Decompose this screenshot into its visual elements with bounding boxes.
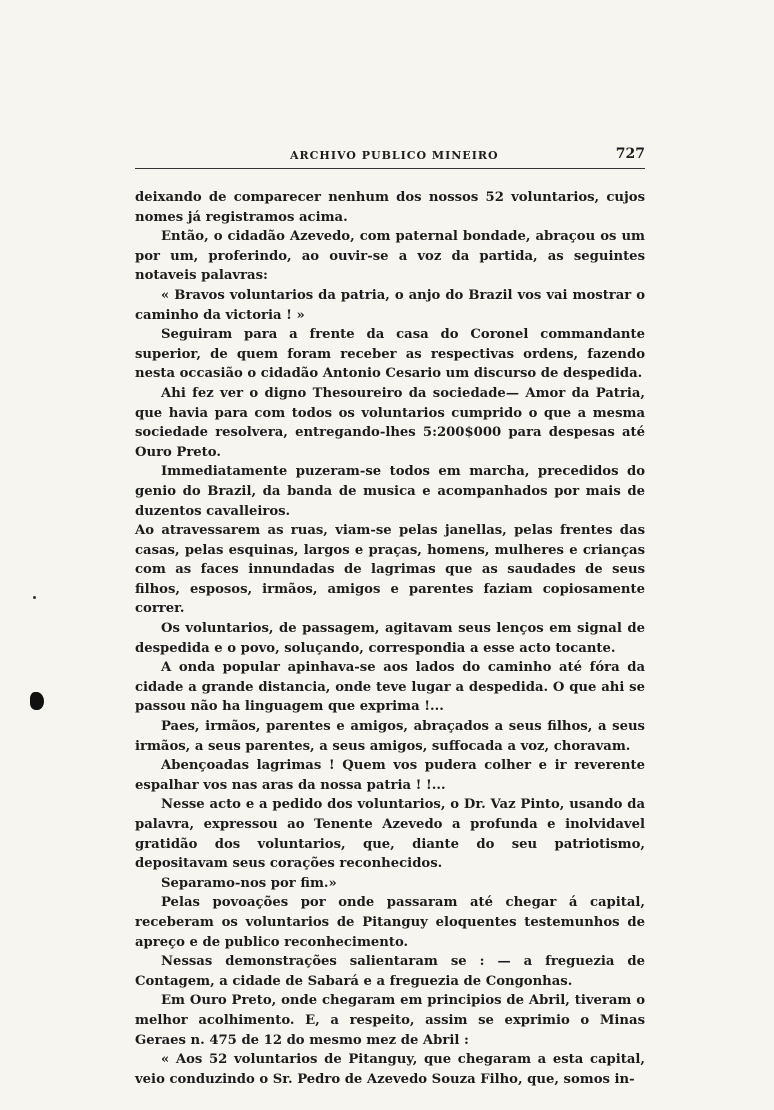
- paragraph: Em Ouro Preto, onde chegaram em principios de Abril, tiveram o melhor acolhimento. E, a respeito, assim se exprimio o Minas Geraes n. 475 de 12 do mesmo mez de Abril :: [135, 993, 645, 1048]
- running-head: ARCHIVO PUBLICO MINEIRO: [290, 149, 499, 162]
- paragraph: Pelas povoações por onde passaram até chegar á capital, receberam os voluntarios de Pitanguy eloquentes testemunhos de apreço e de publico reconhecimento.: [135, 895, 645, 950]
- paragraph: deixando de comparecer nenhum dos nossos 52 voluntarios, cujos nomes já registramos acima.: [135, 190, 645, 225]
- paragraph: Seguiram para a frente da casa do Coronel commandante superior, de quem foram receber as respectivas ordens, fazendo nesta occasião o cidadão Antonio Cesario um discurso de despedida.: [135, 327, 645, 382]
- paragraph: Immediatamente puzeram-se todos em marcha, precedidos do genio do Brazil, da banda de musica e acompanhados por mais de duzentos cavalleiros.: [135, 464, 645, 519]
- paragraph: Nessas demonstrações salientaram se : — a freguezia de Contagem, a cidade de Sabará e a freguezia de Congonhas.: [135, 954, 645, 989]
- paragraph: Ahi fez ver o digno Thesoureiro da sociedade— Amor da Patria, que havia para com todos os voluntarios cumprido o que a mesma sociedade resolvera, entregando-lhes 5:200$000 para despesas até Ouro Preto.: [135, 385, 645, 460]
- paragraph: Abençoadas lagrimas ! Quem vos pudera colher e ir reverente espalhar vos nas aras da nossa patria ! !...: [135, 758, 645, 793]
- paragraph: Nesse acto e a pedido dos voluntarios, o Dr. Vaz Pinto, usando da palavra, expressou ao Tenente Azevedo a profunda e inolvidavel gratidão dos voluntarios, que, diante do seu patriotismo, depositavam seus corações reconhecidos.: [135, 797, 645, 872]
- paragraph: A onda popular apinhava-se aos lados do caminho até fóra da cidade a grande distancia, onde teve lugar a despedida. O que ahi se passou não ha linguagem que exprima !...: [135, 660, 645, 715]
- paragraph: Separamo-nos por fim.»: [161, 875, 337, 891]
- page-header: [135, 146, 645, 169]
- page-number: 727: [615, 146, 645, 162]
- body-text: [135, 188, 645, 1089]
- paragraph: Ao atravessarem as ruas, viam-se pelas janellas, pelas frentes das casas, pelas esquinas, largos e praças, homens, mulheres e crianças com as faces innundadas de lagrimas que as saudades de seus filhos, esposos, irmãos, amigos e parentes faziam copiosamente correr.: [135, 523, 645, 617]
- paragraph: « Aos 52 voluntarios de Pitanguy, que chegaram a esta capital, veio conduzindo o Sr. Pedro de Azevedo Souza Filho, que, somos in-: [135, 1052, 645, 1087]
- paragraph: Então, o cidadão Azevedo, com paternal bondade, abraçou os um por um, proferindo, ao ouvir-se a voz da partida, as seguintes notaveis palavras:: [135, 229, 645, 284]
- paragraph: Os voluntarios, de passagem, agitavam seus lenços em signal de despedida e o povo, soluçando, correspondia a esse acto tocante.: [135, 621, 645, 656]
- paragraph: « Bravos voluntarios da patria, o anjo do Brazil vos vai mostrar o caminho da victoria ! »: [135, 287, 645, 323]
- ink-dot: [33, 596, 36, 599]
- paragraph: Paes, irmãos, parentes e amigos, abraçados a seus filhos, a seus irmãos, a seus parentes, a seus amigos, suffocada a voz, choravam.: [135, 719, 645, 754]
- ink-blot: [30, 692, 44, 710]
